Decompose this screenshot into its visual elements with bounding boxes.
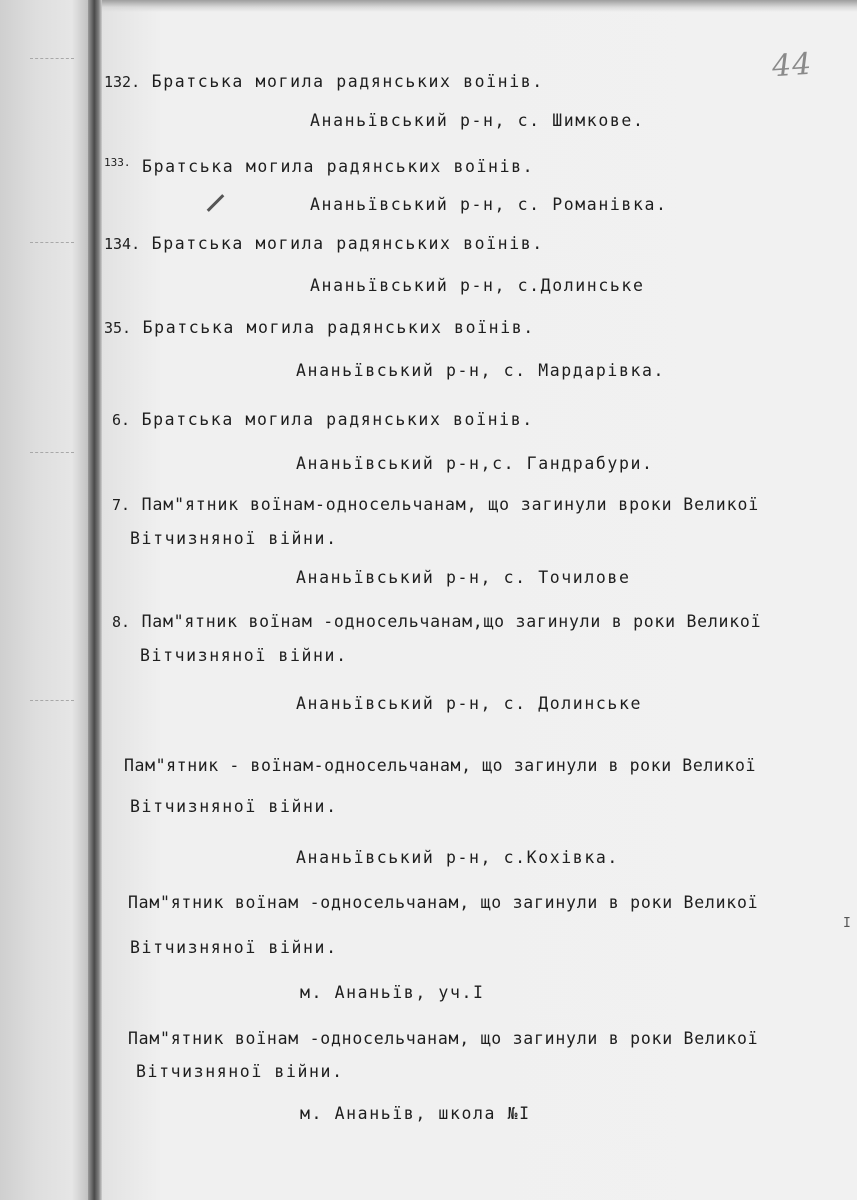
entry-title: Пам"ятник воїнам -односельчанам, що загинули в роки Великої — [128, 893, 759, 912]
entry-title: 7. Пам"ятник воїнам-односельчанам, що загинули вроки Великої — [112, 495, 760, 514]
entry-title: Пам"ятник - воїнам-односельчанам, що загинули в роки Великої — [124, 756, 757, 775]
entry-location: Ананьївський р-н,с. Гандрабури. — [296, 454, 654, 473]
entry-number: 134. — [104, 235, 141, 253]
binding-fold — [88, 0, 102, 1200]
entry-location: м. Ананьїв, школа №І — [300, 1104, 531, 1123]
entry-title: $^{133.}$ Братська могила радянських воїнів. — [104, 156, 535, 176]
entry-location: Ананьївський р-н, с. Мардарівка. — [296, 361, 666, 380]
margin-ruling — [30, 242, 74, 243]
folio-number: 44 — [770, 46, 814, 85]
entry-title-cont: Вітчизняної війни. — [140, 646, 348, 665]
entry-title: 8. Пам"ятник воїнам -односельчанам,що загинули в роки Великої — [112, 612, 762, 631]
entry-location: Ананьївський р-н, с. Долинське — [296, 694, 643, 713]
entry-location: м. Ананьїв, уч.І — [300, 983, 485, 1002]
entry-number: 133. — [104, 156, 131, 169]
entry-number: 35. — [104, 319, 132, 337]
entry-title-cont: Вітчизняної війни. — [130, 529, 338, 548]
entry-title: 6. Братська могила радянських воїнів. — [112, 410, 534, 429]
entry-title-cont: Вітчизняної війни. — [130, 938, 338, 957]
entry-title: 35. Братська могила радянських воїнів. — [104, 318, 535, 337]
margin-ruling — [30, 700, 74, 701]
margin-ruling — [30, 58, 74, 59]
entry-number: 7. — [112, 496, 131, 514]
document-page — [102, 0, 857, 1200]
entry-number: 132. — [104, 73, 141, 91]
margin-mark: I — [843, 916, 851, 931]
entry-location: Ананьївський р-н, с. Романівка. — [310, 195, 668, 214]
previous-page-strip — [0, 0, 90, 1200]
entry-title: Пам"ятник воїнам -односельчанам, що загинули в роки Великої — [128, 1029, 759, 1048]
entry-location: Ананьївський р-н, с.Кохівка. — [296, 848, 619, 867]
page-top-edge — [102, 0, 857, 12]
entry-title: 134. Братська могила радянських воїнів. — [104, 234, 544, 253]
margin-ruling — [30, 452, 74, 453]
entry-number: 6. — [112, 411, 131, 429]
entry-location: Ананьївський р-н, с. Точилове — [296, 568, 631, 587]
entry-location: Ананьївський р-н, с.Долинське — [310, 276, 645, 295]
entry-title-cont: Вітчизняної війни. — [130, 797, 338, 816]
entry-number: 8. — [112, 613, 131, 631]
entry-title: 132. Братська могила радянських воїнів. — [104, 72, 544, 91]
entry-title-cont: Вітчизняної війни. — [136, 1062, 344, 1081]
entry-location: Ананьївський р-н, с. Шимкове. — [310, 111, 645, 130]
